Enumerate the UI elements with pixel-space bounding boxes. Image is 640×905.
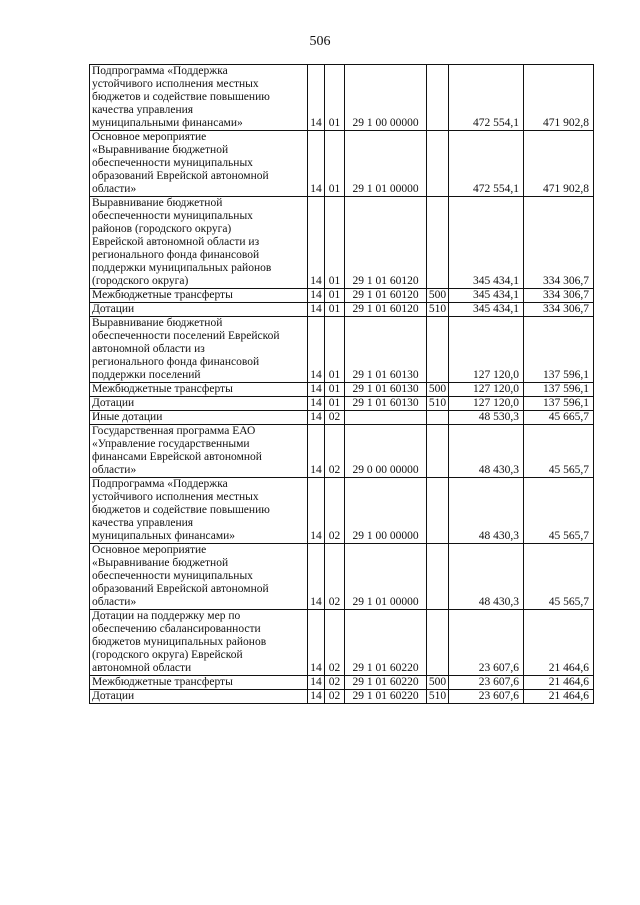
amount-year-1: 48 530,3 [449, 411, 524, 425]
amount-year-1: 48 430,3 [449, 544, 524, 610]
subsection-code: 01 [325, 65, 345, 131]
row-name: Основное мероприятие «Выравнивание бюджетной обеспеченности муниципальных образований Еврейской автономной области» [90, 544, 308, 610]
amount-year-1: 48 430,3 [449, 425, 524, 478]
table-row [90, 131, 594, 197]
target-article-code: 29 1 01 60130 [345, 383, 427, 397]
expense-type-code [427, 197, 449, 289]
section-code: 14 [308, 411, 325, 425]
target-article-code: 29 1 00 00000 [345, 65, 427, 131]
section-code: 14 [308, 65, 325, 131]
expense-type-code: 510 [427, 690, 449, 704]
amount-year-2: 137 596,1 [524, 383, 594, 397]
amount-year-2: 137 596,1 [524, 317, 594, 383]
amount-year-2: 471 902,8 [524, 131, 594, 197]
row-name: Иные дотации [90, 411, 308, 425]
subsection-code: 02 [325, 690, 345, 704]
target-article-code: 29 1 01 60220 [345, 690, 427, 704]
expense-type-code [427, 317, 449, 383]
row-name: Подпрограмма «Поддержка устойчивого исполнения местных бюджетов и содействие повышению качества управления муниципальных финансами» [90, 478, 308, 544]
section-code: 14 [308, 478, 325, 544]
amount-year-2: 334 306,7 [524, 303, 594, 317]
amount-year-2: 471 902,8 [524, 65, 594, 131]
row-name: Выравнивание бюджетной обеспеченности муниципальных районов (городского округа) Еврейской автономной области из регионального фонда финансовой поддержки муниципальных районов (городского округа) [90, 197, 308, 289]
amount-year-2: 21 464,6 [524, 610, 594, 676]
section-code: 14 [308, 131, 325, 197]
table-row [90, 197, 594, 289]
target-article-code: 29 0 00 00000 [345, 425, 427, 478]
subsection-code: 01 [325, 289, 345, 303]
budget-table [89, 64, 594, 704]
table-row [90, 411, 594, 425]
amount-year-1: 345 434,1 [449, 289, 524, 303]
table-row [90, 544, 594, 610]
table-row [90, 425, 594, 478]
expense-type-code [427, 478, 449, 544]
expense-type-code: 500 [427, 289, 449, 303]
amount-year-1: 48 430,3 [449, 478, 524, 544]
row-name: Дотации [90, 397, 308, 411]
amount-year-2: 45 665,7 [524, 411, 594, 425]
expense-type-code [427, 610, 449, 676]
row-name: Основное мероприятие «Выравнивание бюджетной обеспеченности муниципальных образований Еврейской автономной области» [90, 131, 308, 197]
section-code: 14 [308, 303, 325, 317]
amount-year-2: 137 596,1 [524, 397, 594, 411]
subsection-code: 01 [325, 131, 345, 197]
section-code: 14 [308, 317, 325, 383]
target-article-code: 29 1 01 60130 [345, 397, 427, 411]
section-code: 14 [308, 544, 325, 610]
section-code: 14 [308, 425, 325, 478]
subsection-code: 01 [325, 197, 345, 289]
row-name: Дотации на поддержку мер по обеспечению сбалансированности бюджетов муниципальных районов (городского округа) Еврейской автономной области [90, 610, 308, 676]
row-name: Межбюджетные трансферты [90, 383, 308, 397]
table-row [90, 397, 594, 411]
amount-year-1: 23 607,6 [449, 676, 524, 690]
section-code: 14 [308, 383, 325, 397]
table-row [90, 383, 594, 397]
subsection-code: 02 [325, 676, 345, 690]
amount-year-2: 21 464,6 [524, 690, 594, 704]
amount-year-1: 23 607,6 [449, 690, 524, 704]
section-code: 14 [308, 676, 325, 690]
expense-type-code: 500 [427, 676, 449, 690]
subsection-code: 01 [325, 383, 345, 397]
table-row [90, 690, 594, 704]
table-row [90, 65, 594, 131]
target-article-code: 29 1 01 00000 [345, 544, 427, 610]
table-row [90, 303, 594, 317]
table-row [90, 478, 594, 544]
row-name: Государственная программа ЕАО «Управление государственными финансами Еврейской автономной области» [90, 425, 308, 478]
row-name: Дотации [90, 303, 308, 317]
target-article-code: 29 1 01 60120 [345, 197, 427, 289]
amount-year-1: 127 120,0 [449, 383, 524, 397]
amount-year-1: 472 554,1 [449, 131, 524, 197]
expense-type-code [427, 544, 449, 610]
expense-type-code [427, 65, 449, 131]
target-article-code: 29 1 01 60120 [345, 303, 427, 317]
target-article-code: 29 1 01 60130 [345, 317, 427, 383]
amount-year-1: 23 607,6 [449, 610, 524, 676]
expense-type-code [427, 411, 449, 425]
expense-type-code [427, 425, 449, 478]
amount-year-2: 45 565,7 [524, 425, 594, 478]
expense-type-code: 510 [427, 397, 449, 411]
expense-type-code [427, 131, 449, 197]
table-row [90, 676, 594, 690]
subsection-code: 02 [325, 425, 345, 478]
expense-type-code: 510 [427, 303, 449, 317]
amount-year-1: 127 120,0 [449, 317, 524, 383]
table-row [90, 317, 594, 383]
amount-year-2: 334 306,7 [524, 197, 594, 289]
amount-year-2: 21 464,6 [524, 676, 594, 690]
target-article-code: 29 1 01 00000 [345, 131, 427, 197]
amount-year-2: 45 565,7 [524, 544, 594, 610]
amount-year-1: 345 434,1 [449, 197, 524, 289]
row-name: Межбюджетные трансферты [90, 676, 308, 690]
amount-year-1: 127 120,0 [449, 397, 524, 411]
subsection-code: 01 [325, 317, 345, 383]
row-name: Выравнивание бюджетной обеспеченности поселений Еврейской автономной области из регионального фонда финансовой поддержки поселений [90, 317, 308, 383]
expense-type-code: 500 [427, 383, 449, 397]
section-code: 14 [308, 397, 325, 411]
table-row [90, 610, 594, 676]
amount-year-2: 334 306,7 [524, 289, 594, 303]
section-code: 14 [308, 289, 325, 303]
row-name: Дотации [90, 690, 308, 704]
subsection-code: 02 [325, 411, 345, 425]
subsection-code: 01 [325, 303, 345, 317]
target-article-code: 29 1 01 60220 [345, 676, 427, 690]
table-row [90, 289, 594, 303]
section-code: 14 [308, 610, 325, 676]
row-name: Подпрограмма «Поддержка устойчивого исполнения местных бюджетов и содействие повышению качества управления муниципальными финансами» [90, 65, 308, 131]
subsection-code: 02 [325, 544, 345, 610]
subsection-code: 02 [325, 610, 345, 676]
section-code: 14 [308, 690, 325, 704]
section-code: 14 [308, 197, 325, 289]
budget-table-body [90, 65, 594, 704]
target-article-code: 29 1 00 00000 [345, 478, 427, 544]
subsection-code: 01 [325, 397, 345, 411]
page-number: 506 [309, 34, 331, 49]
target-article-code: 29 1 01 60220 [345, 610, 427, 676]
target-article-code [345, 411, 427, 425]
amount-year-2: 45 565,7 [524, 478, 594, 544]
amount-year-1: 345 434,1 [449, 303, 524, 317]
amount-year-1: 472 554,1 [449, 65, 524, 131]
target-article-code: 29 1 01 60120 [345, 289, 427, 303]
subsection-code: 02 [325, 478, 345, 544]
row-name: Межбюджетные трансферты [90, 289, 308, 303]
